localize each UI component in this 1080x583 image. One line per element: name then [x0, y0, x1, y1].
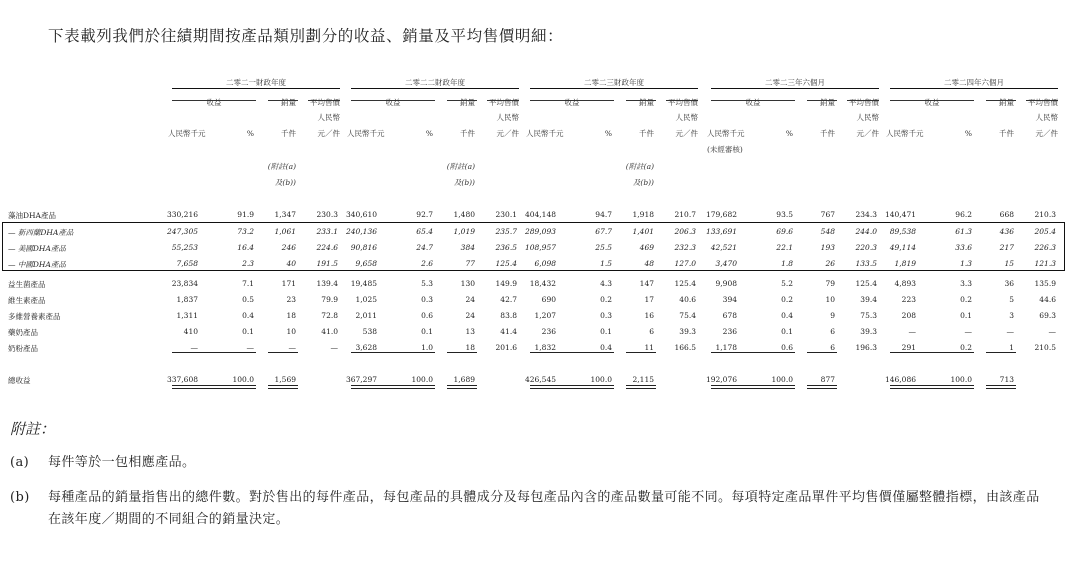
table-cell: 1.0	[421, 343, 433, 352]
table-cell: 340,610	[345, 210, 377, 219]
table-cell: 0.4	[242, 311, 254, 320]
asp-header: 平均售價	[668, 98, 698, 107]
table-cell: 210.7	[674, 210, 696, 219]
table-cell: 25.5	[595, 243, 612, 252]
table-cell: 19,485	[350, 279, 377, 288]
table-cell: 16.4	[237, 243, 254, 252]
period-title: 二零二二財政年度	[405, 78, 465, 87]
volume-header: 銷量	[639, 98, 654, 107]
table-cell: 40	[286, 259, 296, 268]
pct-unit: %	[785, 129, 793, 138]
volume-note-ref: (附註(a)	[446, 162, 475, 171]
table-cell: 65.4	[416, 227, 433, 236]
table-cell: 1,311	[176, 311, 198, 320]
table-cell: 93.5	[776, 210, 793, 219]
table-cell: 0.1	[242, 327, 254, 336]
table-cell: 108,957	[524, 243, 556, 252]
period-rule	[711, 88, 879, 89]
total-cell: 426,545	[524, 375, 556, 384]
note-a-text: 每件等於一包相應產品。	[48, 455, 196, 470]
table-cell: 0.2	[960, 295, 972, 304]
table-cell: 210.3	[1034, 210, 1056, 219]
table-cell: 1,819	[894, 259, 916, 268]
volume-header: 銷量	[820, 98, 835, 107]
period-rule	[890, 88, 1058, 89]
row-label: — 新西蘭DHA產品	[8, 228, 74, 237]
total-cell: 100.0	[950, 375, 972, 384]
table-cell: 4.3	[600, 279, 612, 288]
table-cell: 125.4	[855, 279, 877, 288]
table-cell: 236	[722, 327, 737, 336]
table-cell: 40.6	[679, 295, 696, 304]
table-cell: —	[908, 327, 916, 336]
table-cell: 224.6	[316, 243, 338, 252]
table-cell: —	[1006, 327, 1014, 336]
table-cell: 133.5	[855, 259, 877, 268]
table-cell: 17	[644, 295, 654, 304]
table-cell: 0.6	[781, 343, 793, 352]
table-cell: 6	[830, 327, 835, 336]
total-double-rule	[711, 385, 795, 389]
table-cell: 139.4	[316, 279, 338, 288]
table-cell: 13	[465, 327, 475, 336]
asp-unit: 元／件	[317, 129, 340, 138]
table-cell: 678	[722, 311, 737, 320]
period-title: 二零二三財政年度	[584, 78, 644, 87]
subtotal-rule	[530, 352, 614, 353]
table-cell: 230.3	[316, 210, 338, 219]
table-cell: 18	[286, 311, 296, 320]
table-cell: 77	[465, 259, 475, 268]
table-cell: 7,658	[176, 259, 198, 268]
table-cell: 90,816	[350, 243, 377, 252]
table-cell: 220.3	[855, 243, 877, 252]
total-cell: 1,689	[453, 375, 475, 384]
total-cell: 713	[999, 375, 1014, 384]
total-double-rule	[268, 385, 298, 389]
table-cell: 1,480	[453, 210, 475, 219]
revenue-unit: 人民幣千元	[886, 129, 924, 138]
table-cell: 208	[901, 311, 916, 320]
asp-header: 平均售價	[310, 98, 340, 107]
table-cell: 6	[830, 343, 835, 352]
revenue-unit: 人民幣千元	[526, 129, 564, 138]
table-cell: 0.2	[960, 343, 972, 352]
total-double-rule	[351, 385, 435, 389]
period-rule	[172, 88, 340, 89]
period-title: 二零二四年六個月	[944, 78, 1004, 87]
table-cell: 39.3	[860, 327, 877, 336]
period-rule	[530, 88, 698, 89]
table-cell: 33.6	[955, 243, 972, 252]
asp-unit: 元／件	[1035, 129, 1058, 138]
table-cell: 79.9	[321, 295, 338, 304]
table-cell: 166.5	[674, 343, 696, 352]
table-cell: 235.7	[495, 227, 517, 236]
table-cell: 538	[362, 327, 377, 336]
table-cell: 5.3	[421, 279, 433, 288]
table-cell: 1.8	[781, 259, 793, 268]
table-cell: 201.6	[495, 343, 517, 352]
asp-currency-header: 人民幣	[1035, 113, 1058, 122]
table-cell: 61.3	[955, 227, 972, 236]
subtotal-rule	[172, 352, 256, 353]
table-cell: 89,538	[889, 227, 916, 236]
table-cell: 205.4	[1034, 227, 1056, 236]
table-cell: 469	[639, 243, 654, 252]
table-cell: 91.9	[237, 210, 254, 219]
table-cell: 2,011	[355, 311, 377, 320]
table-cell: 96.2	[955, 210, 972, 219]
table-cell: 49,114	[889, 243, 916, 252]
table-cell: 55,253	[171, 243, 198, 252]
table-cell: 23,834	[171, 279, 198, 288]
table-cell: 1,347	[274, 210, 296, 219]
table-cell: 41.4	[500, 327, 517, 336]
table-cell: 69.6	[776, 227, 793, 236]
table-cell: 79	[825, 279, 835, 288]
table-cell: 125.4	[674, 279, 696, 288]
revenue-header: 收益	[206, 98, 222, 107]
table-cell: 72.8	[321, 311, 338, 320]
total-cell: 367,297	[345, 375, 377, 384]
note-b-text: 每種產品的銷量指售出的總件數。對於售出的每件產品，每包產品的具體成分及每包產品內含的產品數量可能不同。每項特定產品單件平均售價僅屬整體指標，由該產品在該年度／期間的不同組合的銷量決定。	[48, 490, 1040, 527]
table-cell: 0.4	[781, 311, 793, 320]
table-cell: 1,178	[715, 343, 737, 352]
row-label: — 中國DHA產品	[8, 260, 66, 269]
notes-title: 附註：	[10, 420, 56, 438]
asp-currency-header: 人民幣	[317, 113, 340, 122]
table-cell: 15	[1004, 259, 1014, 268]
table-cell: 9	[830, 311, 835, 320]
unaudited-note: (未經審核)	[707, 145, 743, 154]
table-cell: 1.3	[960, 259, 972, 268]
asp-unit: 元／件	[496, 129, 519, 138]
table-cell: 149.9	[495, 279, 517, 288]
table-cell: 36	[1004, 279, 1014, 288]
table-cell: 1	[1009, 343, 1014, 352]
row-label: 益生菌產品	[8, 280, 46, 289]
table-cell: —	[330, 343, 338, 352]
table-cell: 1,207	[534, 311, 556, 320]
asp-unit: 元／件	[675, 129, 698, 138]
table-cell: 1,918	[632, 210, 654, 219]
table-cell: 3,470	[715, 259, 737, 268]
volume-note-ref: (附註(a)	[267, 162, 296, 171]
total-cell: 192,076	[705, 375, 737, 384]
table-cell: 234.3	[855, 210, 877, 219]
total-double-rule	[530, 385, 614, 389]
revenue-unit: 人民幣千元	[707, 129, 745, 138]
table-cell: 42.7	[500, 295, 517, 304]
table-cell: 206.3	[674, 227, 696, 236]
table-cell: 69.3	[1039, 311, 1056, 320]
table-cell: 1,019	[453, 227, 475, 236]
asp-currency-header: 人民幣	[496, 113, 519, 122]
total-double-rule	[172, 385, 256, 389]
dha-breakdown-box	[2, 222, 1065, 271]
table-cell: —	[246, 343, 254, 352]
table-cell: 10	[286, 327, 296, 336]
volume-header: 銷量	[460, 98, 475, 107]
table-cell: 394	[722, 295, 737, 304]
table-cell: 223	[901, 295, 916, 304]
total-label: 總收益	[8, 376, 31, 385]
table-cell: 18	[465, 343, 475, 352]
table-cell: —	[964, 327, 972, 336]
table-cell: 0.5	[242, 295, 254, 304]
table-cell: 2.6	[421, 259, 433, 268]
table-cell: 0.2	[781, 295, 793, 304]
volume-header: 銷量	[999, 98, 1014, 107]
subtotal-rule	[986, 352, 1016, 353]
table-cell: 41.0	[321, 327, 338, 336]
note-a-mark: (a)	[10, 455, 30, 470]
table-cell: 179,682	[705, 210, 737, 219]
row-label: 奶粉產品	[8, 344, 38, 353]
table-cell: 0.1	[781, 327, 793, 336]
volume-note-ref-2: 及(b))	[453, 178, 475, 187]
table-cell: 247,305	[166, 227, 198, 236]
table-cell: 668	[999, 210, 1014, 219]
subtotal-rule	[711, 352, 795, 353]
table-cell: 67.7	[595, 227, 612, 236]
table-cell: 0.1	[421, 327, 433, 336]
volume-note-ref-2: 及(b))	[274, 178, 296, 187]
total-cell: 100.0	[411, 375, 433, 384]
volume-unit: 千件	[999, 129, 1014, 138]
table-cell: 7.1	[242, 279, 254, 288]
table-cell: 1.5	[600, 259, 612, 268]
table-cell: 1,061	[274, 227, 296, 236]
volume-unit: 千件	[460, 129, 475, 138]
pct-unit: %	[246, 129, 254, 138]
subtotal-rule	[447, 352, 477, 353]
table-cell: 690	[541, 295, 556, 304]
total-cell: 2,115	[632, 375, 654, 384]
table-cell: 121.3	[1034, 259, 1056, 268]
table-cell: 16	[644, 311, 654, 320]
table-cell: 410	[183, 327, 198, 336]
pct-unit: %	[425, 129, 433, 138]
total-double-rule	[626, 385, 656, 389]
table-cell: 83.8	[500, 311, 517, 320]
table-cell: 436	[999, 227, 1014, 236]
asp-header: 平均售價	[489, 98, 519, 107]
total-double-rule	[890, 385, 974, 389]
table-cell: 191.5	[316, 259, 338, 268]
revenue-header: 收益	[385, 98, 401, 107]
asp-header: 平均售價	[1028, 98, 1058, 107]
table-cell: 0.1	[600, 327, 612, 336]
table-cell: 135.9	[1034, 279, 1056, 288]
subtotal-rule	[626, 352, 656, 353]
row-label: 藻油DHA產品	[8, 211, 56, 220]
total-cell: 337,608	[166, 375, 198, 384]
total-cell: 100.0	[590, 375, 612, 384]
table-cell: 75.4	[679, 311, 696, 320]
volume-note-ref-2: 及(b))	[632, 178, 654, 187]
total-cell: 1,569	[274, 375, 296, 384]
table-cell: 236.5	[495, 243, 517, 252]
table-cell: 92.7	[416, 210, 433, 219]
table-cell: 44.6	[1039, 295, 1056, 304]
asp-unit: 元／件	[856, 129, 879, 138]
table-cell: 236	[541, 327, 556, 336]
table-cell: 26	[825, 259, 835, 268]
table-cell: 133,691	[705, 227, 737, 236]
period-rule	[351, 88, 519, 89]
table-cell: 75.3	[860, 311, 877, 320]
total-double-rule	[807, 385, 837, 389]
pct-unit: %	[604, 129, 612, 138]
total-cell: 100.0	[232, 375, 254, 384]
table-cell: 18,432	[529, 279, 556, 288]
revenue-unit: 人民幣千元	[168, 129, 206, 138]
table-cell: 404,148	[524, 210, 556, 219]
table-cell: 330,216	[166, 210, 198, 219]
table-cell: 23	[286, 295, 296, 304]
row-label: — 美國DHA產品	[8, 244, 66, 253]
table-cell: 6	[649, 327, 654, 336]
table-cell: 0.3	[421, 295, 433, 304]
period-title: 二零二一財政年度	[226, 78, 286, 87]
table-cell: 48	[644, 259, 654, 268]
table-cell: 2.3	[242, 259, 254, 268]
table-cell: 0.4	[600, 343, 612, 352]
total-cell: 877	[820, 375, 835, 384]
table-cell: 767	[820, 210, 835, 219]
table-cell: 1,837	[176, 295, 198, 304]
table-cell: 1,832	[534, 343, 556, 352]
table-cell: 226.3	[1034, 243, 1056, 252]
asp-currency-header: 人民幣	[675, 113, 698, 122]
total-cell: 100.0	[771, 375, 793, 384]
table-cell: 73.2	[237, 227, 254, 236]
table-cell: —	[288, 343, 296, 352]
table-cell: 42,521	[710, 243, 737, 252]
table-cell: 0.1	[960, 311, 972, 320]
table-cell: 5	[1009, 295, 1014, 304]
table-cell: 171	[281, 279, 296, 288]
table-cell: 127.0	[674, 259, 696, 268]
table-cell: 0.2	[600, 295, 612, 304]
volume-unit: 千件	[820, 129, 835, 138]
table-cell: 39.4	[860, 295, 877, 304]
asp-currency-header: 人民幣	[856, 113, 879, 122]
table-cell: 196.3	[855, 343, 877, 352]
table-cell: 9,908	[715, 279, 737, 288]
pct-unit: %	[964, 129, 972, 138]
note-b	[10, 487, 1070, 531]
note-a	[10, 452, 1070, 474]
asp-header: 平均售價	[849, 98, 879, 107]
table-cell: 548	[820, 227, 835, 236]
table-cell: 246	[281, 243, 296, 252]
period-title: 二零二三年六個月	[765, 78, 825, 87]
revenue-header: 收益	[924, 98, 940, 107]
table-cell: 0.6	[421, 311, 433, 320]
table-cell: 4,893	[894, 279, 916, 288]
table-cell: 10	[825, 295, 835, 304]
table-cell: 130	[460, 279, 475, 288]
row-label: 維生素產品	[8, 296, 46, 305]
table-cell: 24.7	[416, 243, 433, 252]
table-cell: 193	[820, 243, 835, 252]
table-cell: 3.3	[960, 279, 972, 288]
table-cell: 6,098	[534, 259, 556, 268]
revenue-header: 收益	[745, 98, 761, 107]
table-cell: 1,401	[632, 227, 654, 236]
table-cell: —	[1048, 327, 1056, 336]
total-double-rule	[986, 385, 1016, 389]
table-cell: 240,136	[345, 227, 377, 236]
volume-unit: 千件	[281, 129, 296, 138]
subtotal-rule	[890, 352, 974, 353]
revenue-unit: 人民幣千元	[347, 129, 385, 138]
row-label: 多維營養素產品	[8, 312, 61, 321]
table-cell: 3	[1009, 311, 1014, 320]
total-double-rule	[447, 385, 477, 389]
table-cell: 24	[465, 311, 475, 320]
volume-note-ref: (附註(a)	[625, 162, 654, 171]
table-cell: 140,471	[884, 210, 916, 219]
volume-header: 銷量	[281, 98, 296, 107]
table-cell: 3,628	[355, 343, 377, 352]
table-cell: 384	[460, 243, 475, 252]
table-cell: 230.1	[495, 210, 517, 219]
table-cell: 9,658	[355, 259, 377, 268]
table-cell: 39.3	[679, 327, 696, 336]
table-cell: —	[190, 343, 198, 352]
table-cell: 94.7	[595, 210, 612, 219]
subtotal-rule	[351, 352, 435, 353]
table-cell: 289,093	[524, 227, 556, 236]
table-cell: 11	[644, 343, 654, 352]
intro-text: 下表載列我們於往績期間按產品類別劃分的收益、銷量及平均售價明細：	[48, 27, 564, 45]
table-cell: 147	[639, 279, 654, 288]
table-cell: 22.1	[776, 243, 793, 252]
total-cell: 146,086	[884, 375, 916, 384]
table-cell: 233.1	[316, 227, 338, 236]
subtotal-rule	[807, 352, 837, 353]
table-cell: 1,025	[355, 295, 377, 304]
table-cell: 24	[465, 295, 475, 304]
table-cell: 232.3	[674, 243, 696, 252]
table-cell: 5.2	[781, 279, 793, 288]
revenue-header: 收益	[564, 98, 580, 107]
volume-unit: 千件	[639, 129, 654, 138]
table-cell: 291	[901, 343, 916, 352]
table-cell: 217	[999, 243, 1014, 252]
subtotal-rule	[268, 352, 298, 353]
note-b-mark: (b)	[10, 490, 30, 505]
table-cell: 125.4	[495, 259, 517, 268]
table-cell: 244.0	[855, 227, 877, 236]
table-cell: 0.3	[600, 311, 612, 320]
row-label: 藥奶產品	[8, 328, 38, 337]
table-cell: 210.5	[1034, 343, 1056, 352]
